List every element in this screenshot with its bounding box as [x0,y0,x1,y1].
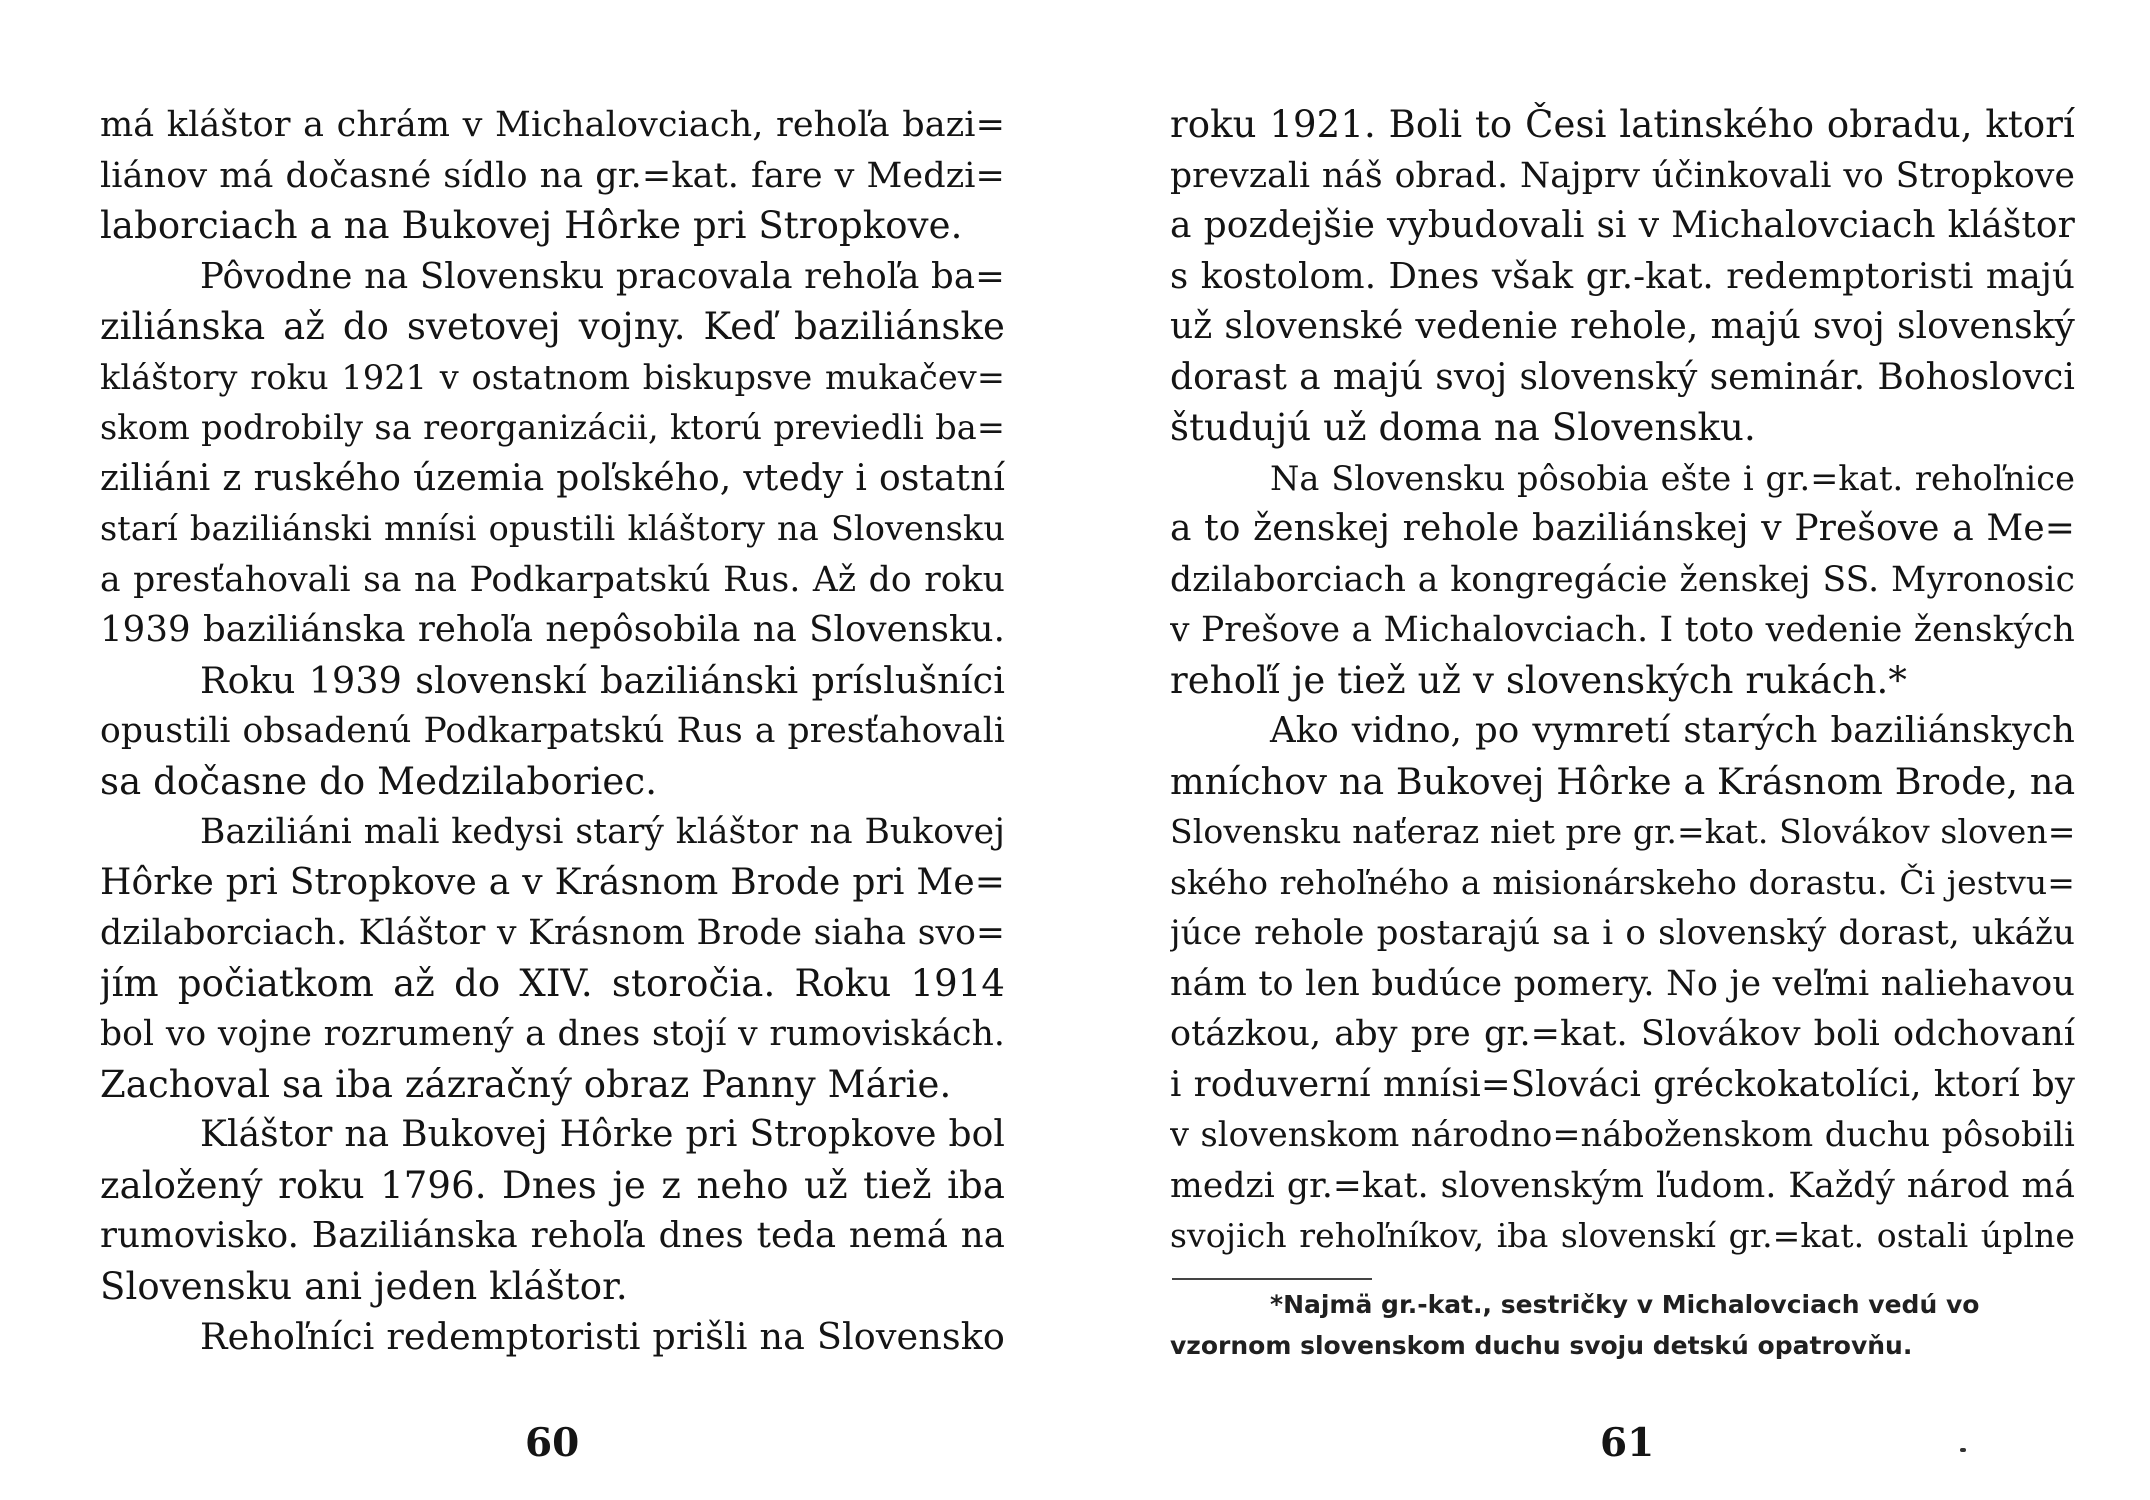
text-line: jím počiatkom až do XIV. storočia. Roku 1914 [100,961,1005,1005]
text-line: ziliáni z ruského územia poľského, vtedy i ostatní [100,457,1005,499]
text-line: Kláštor na Bukovej Hôrke pri Stropkove bol [200,1114,1005,1155]
text-line: a to ženskej rehole baziliánskej v Prešove a Me= [1170,508,2075,549]
text-line: nám to len budúce pomery. No je veľmi naliehavou [1170,963,2075,1004]
text-line: Roku 1939 slovenskí baziliánski príslušníci [200,658,1005,702]
text-line: Pôvodne na Slovensku pracovala rehoľa ba= [200,255,1005,297]
text-line: opustili obsadenú Podkarpatskú Rus a presťahovali [100,711,1005,751]
text-line: liánov má dočasné sídlo na gr.=kat. fare v Medzi= [100,155,1005,196]
text-line: Baziliáni mali kedysi starý kláštor na Bukovej [200,812,1005,852]
text-line: ziliánska až do svetovej vojny. Keď baziliánske [100,305,1005,348]
text-line: sa dočasne do Medzilaboriec. [100,759,658,803]
text-line: kláštory roku 1921 v ostatnom biskupsve mukačev= [100,357,1005,397]
print-speck [1960,1448,1966,1452]
text-line: ského rehoľného a misionárskeho dorastu. Či jestvu= [1170,862,2075,902]
text-line: júce rehole postarajú sa i o slovenský dorast, ukážu [1170,913,2075,953]
text-line: laborciach a na Bukovej Hôrke pri Stropkove. [100,204,963,247]
text-line: a presťahovali sa na Podkarpatskú Rus. Až do roku [100,559,1005,600]
text-line: Na Slovensku pôsobia ešte i gr.=kat. rehoľnice [1270,458,2075,498]
text-line: rehoľí je tiež už v slovenských rukách.* [1170,658,1908,702]
text-line: dzilaborciach a kongregácie ženskej SS. Myronosic [1170,559,2075,600]
text-line: študujú už doma na Slovensku. [1170,406,1756,449]
footnote [1170,1284,2075,1366]
text-line: prevzali náš obrad. Najprv účinkovali vo Stropkove [1170,155,2075,196]
text-line: založený roku 1796. Dnes je z neho už tiež iba [100,1163,1005,1207]
text-line: medzi gr.=kat. slovenským ľudom. Každý národ má [1170,1165,2075,1206]
text-line: otázkou, aby pre gr.=kat. Slovákov boli odchovaní [1170,1014,2075,1054]
text-line: Rehoľníci redemptoristi prišli na Slovensko [200,1315,1005,1358]
text-line: svojich rehoľníkov, iba slovenskí gr.=kat. ostali úplne [1170,1216,2075,1255]
text-line: mníchov na Bukovej Hôrke a Krásnom Brode, na [1170,759,2075,803]
text-line: bol vo vojne rozrumený a dnes stojí v rumoviskách. [100,1014,1005,1054]
text-line: dorast a majú svoj slovenský seminár. Bohoslovci [1170,356,2075,398]
text-line: v slovenskom národno=náboženskom duchu pôsobili [1170,1115,2075,1154]
footnote-line: *Najmä gr.-kat., sestričky v Michalovciach vedú vo [1270,1289,1980,1319]
right-page-body [1170,100,2075,1262]
text-line: má kláštor a chrám v Michalovciach, rehoľa bazi= [100,105,1005,145]
text-line: Slovensku naťeraz niet pre gr.=kat. Slovákov sloven= [1170,812,2075,851]
text-line: rumovisko. Baziliánska rehoľa dnes teda nemá na [100,1215,1005,1256]
left-page [100,100,1005,1363]
page-number-right: 61 [1600,1420,1655,1466]
footnote-divider [1172,1278,1372,1280]
text-line: starí baziliánski mnísi opustili kláštory na Slovensku [100,509,1005,548]
text-line: v Prešove a Michalovciach. I toto vedenie ženských [1170,610,2075,650]
text-line: i roduverní mnísi=Slováci gréckokatolíci, ktorí by [1170,1063,2075,1105]
text-line: roku 1921. Boli to Česi latinského obradu, ktorí [1170,103,2075,146]
left-page-body [100,100,1005,1363]
page-number-left: 60 [525,1420,580,1466]
text-line: 1939 baziliánska rehoľa nepôsobila na Slovensku. [100,609,1005,650]
text-line: Hôrke pri Stropkove a v Krásnom Brode pri Me= [100,861,1005,903]
right-page [1170,100,2075,1366]
footnote-line: vzornom slovenskom duchu svoju detskú opatrovňu. [1170,1330,1913,1360]
text-line: Zachoval sa iba zázračný obraz Panny Márie. [100,1062,952,1106]
text-line: skom podrobily sa reorganizácii, ktorú previedli ba= [100,408,1005,447]
text-line: dzilaborciach. Kláštor v Krásnom Brode siaha svo= [100,913,1005,953]
text-line: už slovenské vedenie rehole, majú svoj slovenský [1170,306,2075,347]
text-line: s kostolom. Dnes však gr.-kat. redemptoristi majú [1170,255,2075,297]
text-line: Slovensku ani jeden kláštor. [100,1264,628,1308]
text-line: a pozdejšie vybudovali si v Michalovciach kláštor [1170,205,2075,246]
text-line: Ako vidno, po vymretí starých baziliánskych [1270,710,2075,751]
